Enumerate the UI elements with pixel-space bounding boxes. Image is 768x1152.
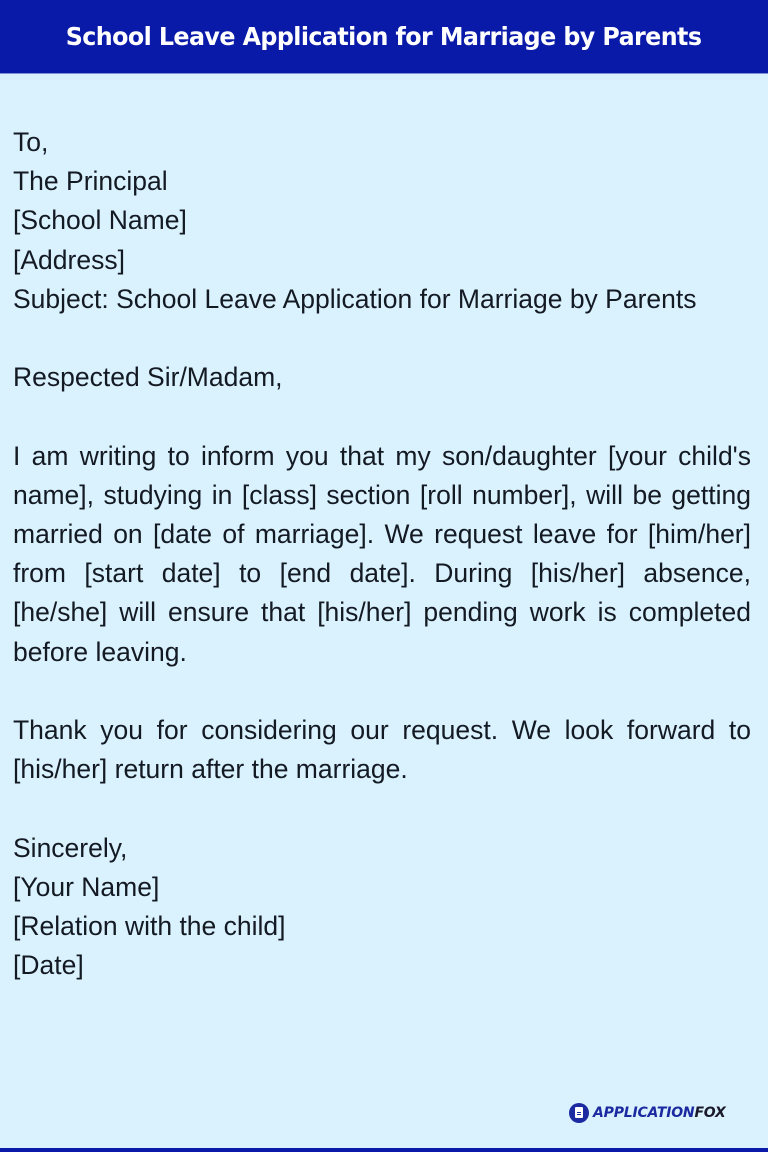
salutation-to: To, [13,127,49,157]
header-banner [0,0,768,74]
closing-paragraph: Thank you for considering our request. We look forward to [his/her] return after the marriage. [13,715,751,785]
date: [Date] [13,950,84,981]
address: [Address] [13,244,125,275]
bottom-border [0,1148,768,1152]
relation-with-child: [Relation with the child] [13,911,286,941]
subject-line: Subject: School Leave Application for Marriage by Parents [13,283,697,314]
your-name: [Your Name] [13,871,160,902]
body-paragraph: I am writing to inform you that my son/daughter [your child's name], studying in [class] section [roll number], will be getting married on [date of marriage]. We request leave for [him/her] from [start date] to [end date]. During [his/her] absence, [he/she] will ensure that [his/her] pending work is completed before leaving. [13,440,751,667]
greeting: Respected Sir/Madam, [13,362,283,393]
page-title: School Leave Application for Marriage by Parents [66,22,702,51]
recipient: The Principal [13,166,168,197]
document-icon [569,1103,589,1123]
logo-text-fox: FOX [694,1105,726,1121]
logo-text-application: APPLICATION [593,1105,695,1121]
sign-off: Sincerely, [13,832,128,863]
spacer [13,672,751,711]
spacer [13,397,751,436]
letter-body [13,123,751,985]
school-name: [School Name] [13,205,187,236]
spacer [13,789,751,828]
spacer [13,319,751,358]
applicationfox-logo [569,1103,726,1123]
logo-text [593,1105,726,1121]
